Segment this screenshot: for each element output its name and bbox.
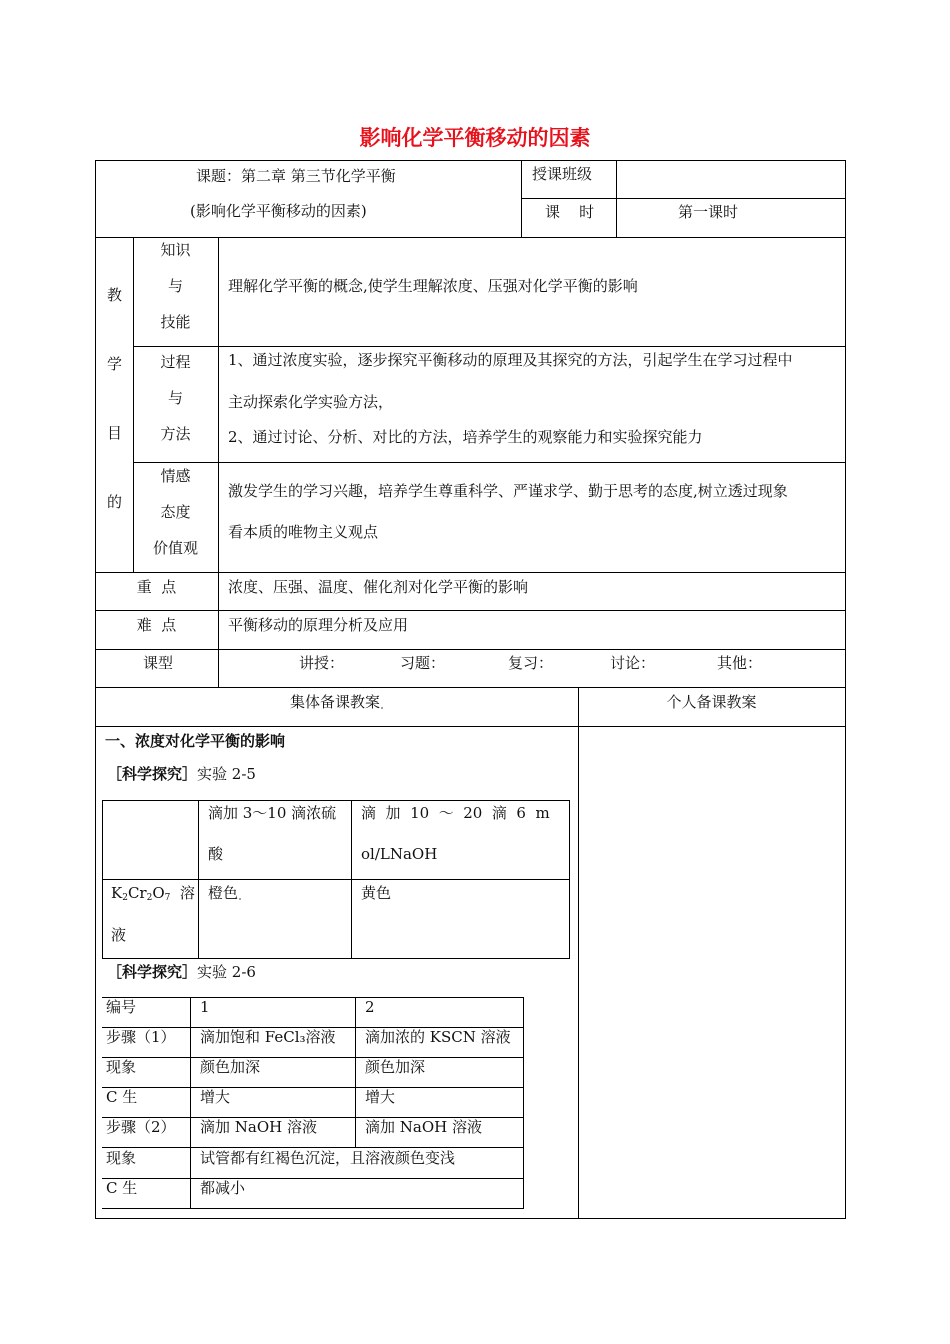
page-title: 影响化学平衡移动的因素 [359, 126, 591, 150]
emotion-label-3: 价值观 [152, 539, 198, 557]
knowledge-label-1: 知识 [160, 241, 191, 259]
class-label: 授课班级 [532, 165, 593, 183]
emotion-label-1: 情感 [160, 467, 191, 485]
side-label-3: 目 [107, 424, 123, 442]
exp26-r5-c2: 滴加 NaOH 溶液 [200, 1118, 317, 1136]
exp26-r7-c1: C 生 [106, 1179, 138, 1197]
knowledge-text: 理解化学平衡的概念,使学生理解浓度、压强对化学平衡的影响 [228, 277, 638, 295]
lesson-type-lecture: 讲授： [299, 654, 345, 672]
exp25-row-label: $K_2Cr_2O_7$ 溶 [111, 884, 195, 903]
exp26-r2-c1: 步骤（1） [106, 1028, 176, 1046]
lesson-type-review: 复习： [508, 654, 554, 672]
process-label-2: 与 [167, 389, 183, 407]
process-line-2: 主动探索化学实验方法， [228, 393, 394, 411]
exp25-cell-orange: 橙色 [208, 886, 241, 901]
lesson-type-label: 课型 [143, 654, 174, 672]
exp26-r1-c2: 1 [200, 998, 210, 1016]
exp26-r4-c1: C 生 [106, 1088, 138, 1106]
personal-header: 个人备课教案 [666, 693, 757, 711]
exp25-heading: ［科学探究］实验 2-5 [107, 765, 256, 783]
section-heading: 一、浓度对化学平衡的影响 [105, 732, 286, 750]
exp26-r6-c2: 试管都有红褐色沉淀，且溶液颜色变浅 [200, 1149, 456, 1167]
difficulty-text: 平衡移动的原理分析及应用 [228, 616, 409, 634]
exp26-r7-c2: 都减小 [200, 1179, 246, 1197]
process-label-1: 过程 [160, 353, 191, 371]
exp25-col1-line1: 滴加 3～10 滴浓硫 [208, 804, 337, 822]
exp25-col2-line1: 滴 加 10 ～ 20 滴 6 m [361, 804, 550, 822]
exp26-r1-c3: 2 [365, 998, 375, 1016]
key-point-label: 重 点 [136, 578, 177, 596]
emotion-line-1: 激发学生的学习兴趣，培养学生尊重科学、严谨求学、勤于思考的态度,树立透过现象 [228, 482, 788, 500]
exp26-r5-c1: 步骤（2） [106, 1118, 176, 1136]
exp26-r3-c3: 颜色加深 [365, 1058, 426, 1076]
exp26-r1-c1: 编号 [106, 998, 137, 1016]
exp26-r2-c3: 滴加浓的 KSCN 溶液 [365, 1028, 511, 1046]
exp26-r4-c3: 增大 [365, 1088, 396, 1106]
topic-line2: (影响化学平衡移动的因素) [190, 202, 367, 220]
exp26-r6-c1: 现象 [106, 1149, 137, 1167]
lesson-type-exercise: 习题： [400, 654, 446, 672]
exp25-row-label-line2: 液 [111, 926, 127, 944]
exp26-r2-c2: 滴加饱和 FeCl₃溶液 [200, 1028, 336, 1046]
side-label-1: 教 [107, 286, 123, 304]
process-line-3: 2、通过讨论、分析、对比的方法，培养学生的观察能力和实验探究能力 [228, 428, 703, 446]
exp26-r3-c1: 现象 [106, 1058, 137, 1076]
process-label-3: 方法 [160, 425, 191, 443]
topic-line1: 课题：第二章 第三节化学平衡 [196, 167, 396, 185]
exp26-r5-c3: 滴加 NaOH 溶液 [365, 1118, 482, 1136]
knowledge-label-3: 技能 [160, 313, 191, 331]
emotion-line-2: 看本质的唯物主义观点 [228, 523, 379, 541]
knowledge-label-2: 与 [167, 277, 183, 295]
emotion-label-2: 态度 [160, 503, 191, 521]
lesson-type-discussion: 讨论： [610, 654, 656, 672]
period-label: 课 时 [545, 203, 595, 221]
process-line-1: 1、通过浓度实验，逐步探究平衡移动的原理及其探究的方法，引起学生在学习过程中 [228, 351, 793, 369]
key-point-text: 浓度、压强、温度、催化剂对化学平衡的影响 [228, 578, 529, 596]
period-value: 第一课时 [678, 203, 739, 221]
exp26-r3-c2: 颜色加深 [200, 1058, 261, 1076]
exp25-cell-yellow: 黄色 [361, 884, 392, 902]
difficulty-label: 难 点 [136, 616, 177, 634]
side-label-2: 学 [107, 355, 123, 373]
exp25-col2-line2: ol/LNaOH [361, 845, 438, 863]
exp26-r4-c2: 增大 [200, 1088, 231, 1106]
exp26-heading: ［科学探究］实验 2-6 [107, 963, 256, 981]
exp25-col1-line2: 酸 [208, 845, 224, 863]
lesson-type-other: 其他： [717, 654, 763, 672]
collective-header: 集体备课教案 [95, 695, 578, 710]
side-label-4: 的 [107, 493, 123, 511]
